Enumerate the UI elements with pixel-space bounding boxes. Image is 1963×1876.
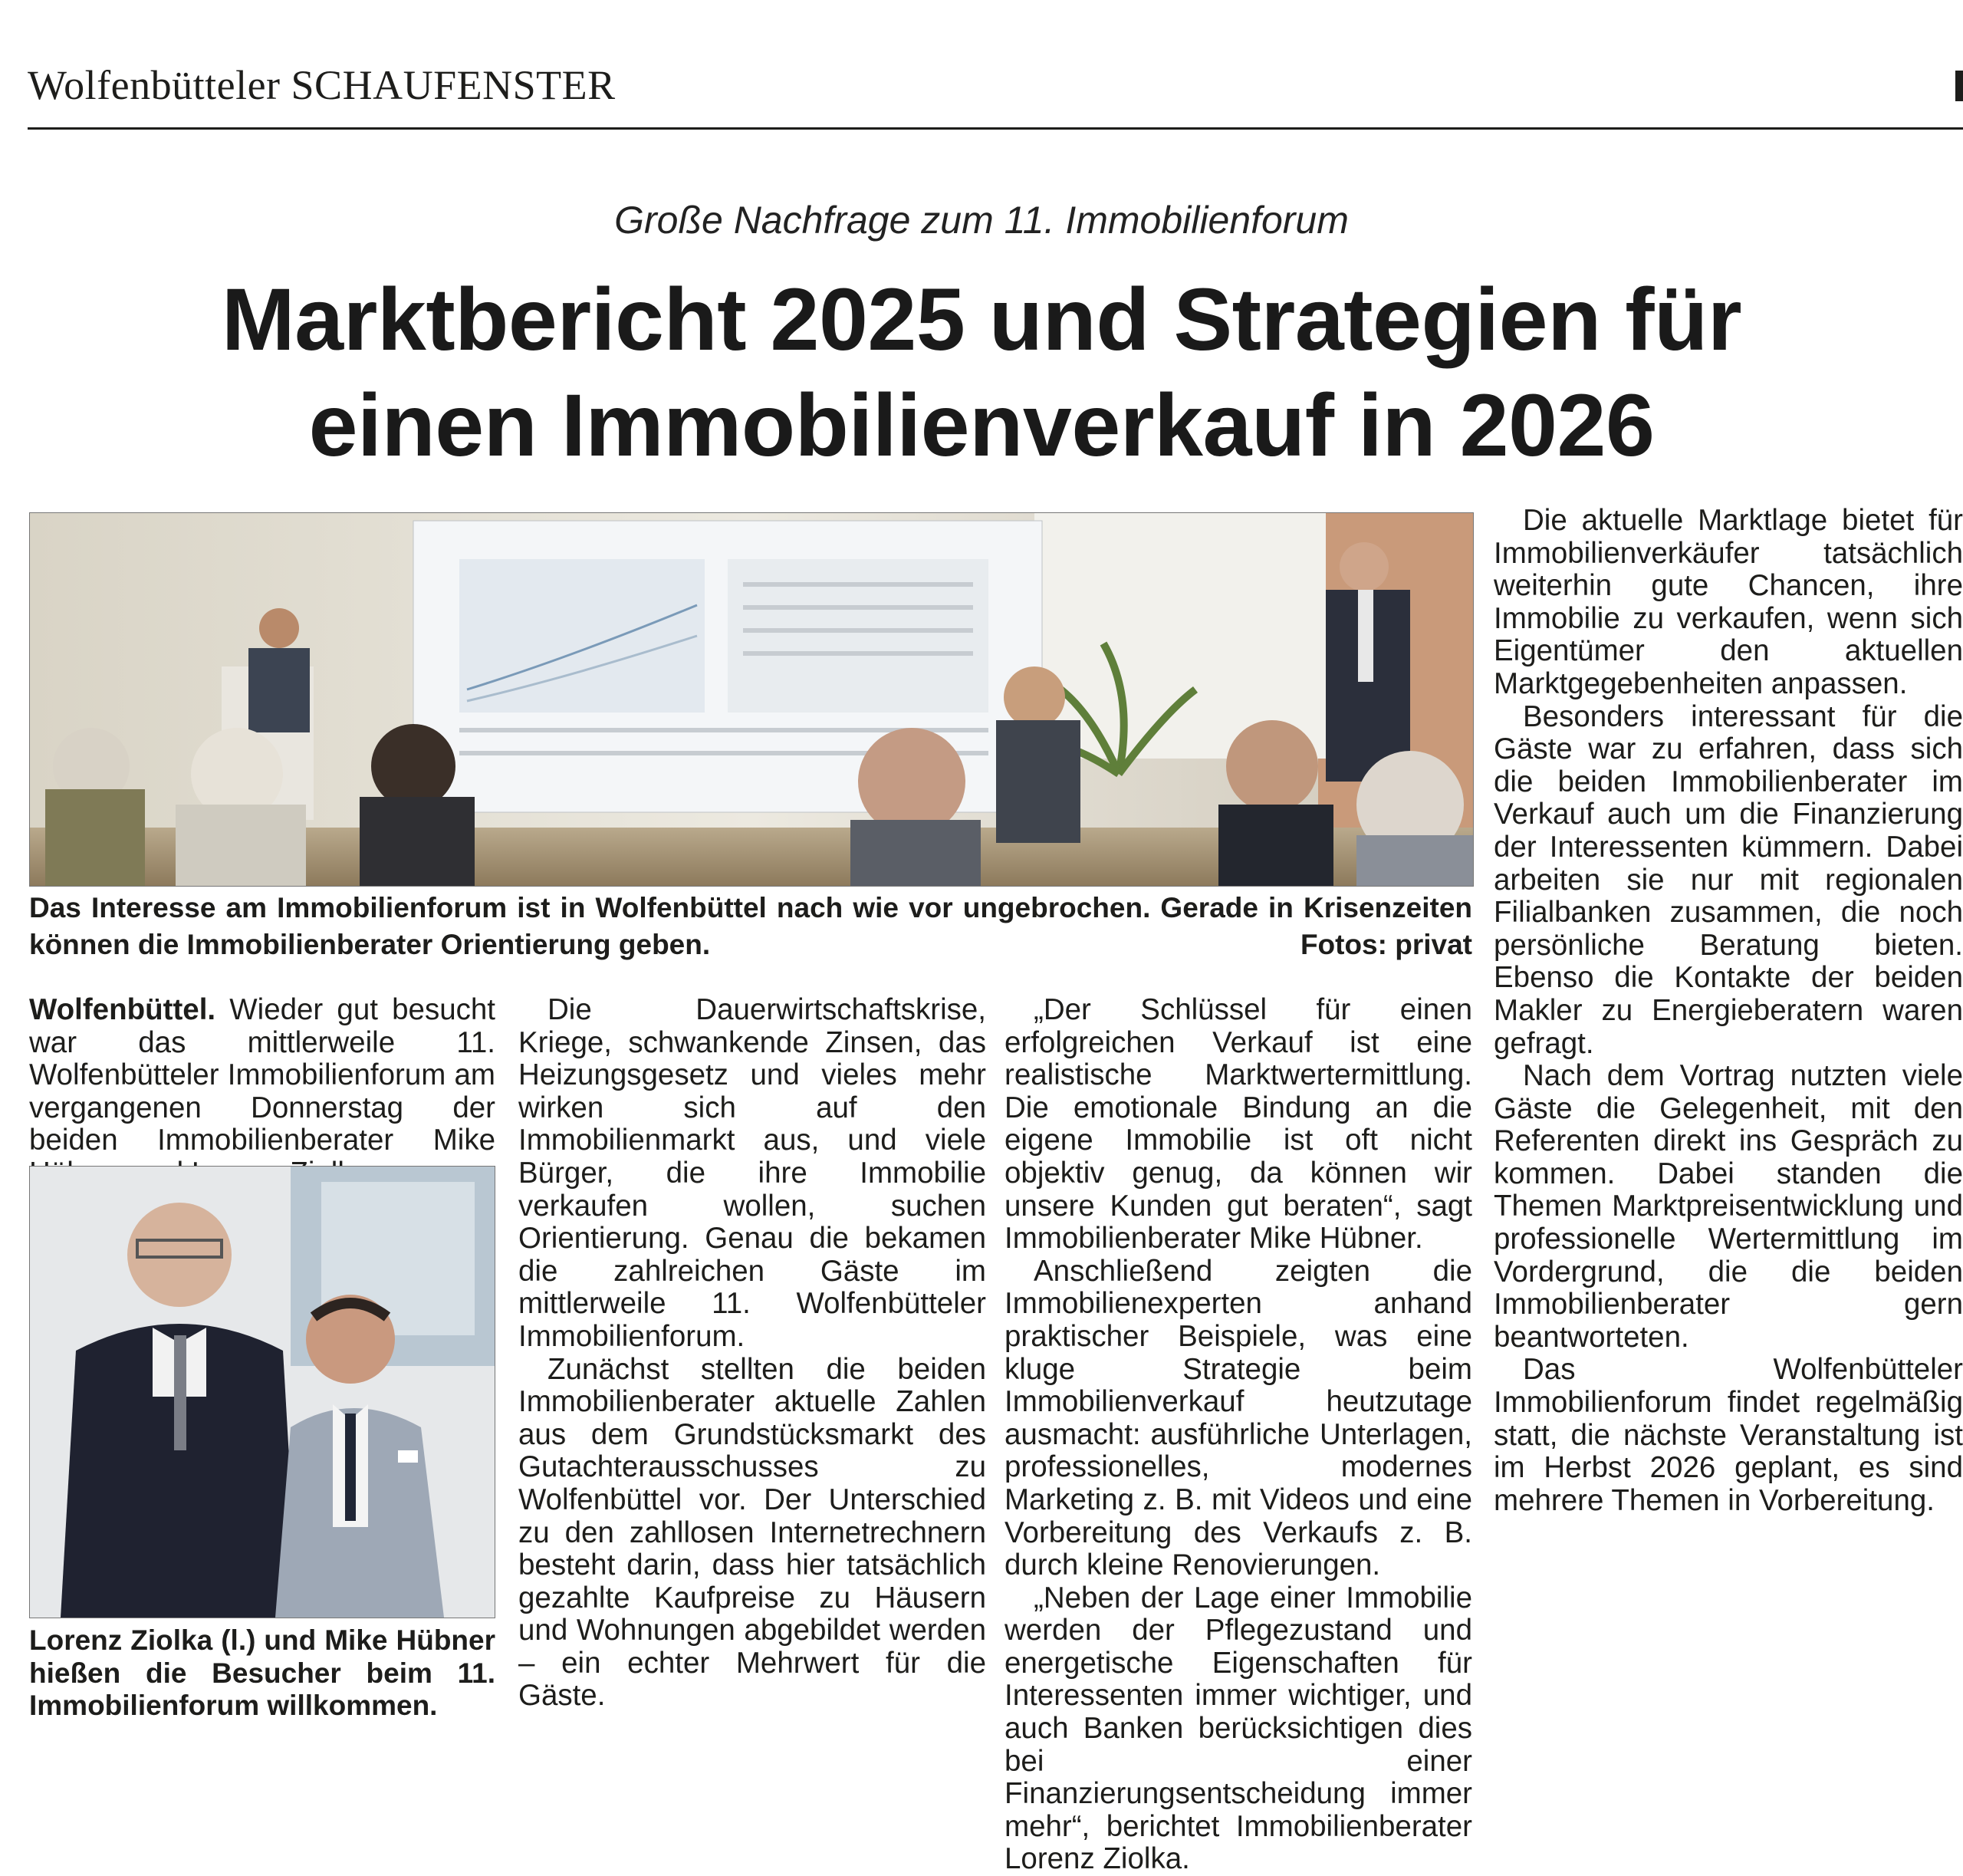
body-paragraph-1: Wieder gut besucht war das mittlerweile 11. Wolfenbütteler Immobilienforum am vergangenen Donnerstag der beiden Immobilienberater Mike [29, 993, 495, 1157]
article-column-1 [29, 994, 495, 1190]
event-photo-caption-text: Das Interesse am Immobilienforum ist in Wolfenbüttel nach wie vor ungebrochen. Gerade in Krisenzeiten können die Immobilienberater Orientierung geben. [29, 892, 1472, 960]
body-paragraph-6: „Neben der Lage einer Immobilie werden der Pflegezustand und energetische Eigenschaften für Interessenten immer wichtiger, und auch Banken berücksichtigen dies bei einer Finanzierungsentscheidung immer mehr“, berichtet Immobilienberater Lorenz Ziolka. [1005, 1581, 1472, 1876]
photo-credit: Fotos: privat [1300, 929, 1472, 960]
headline-line-2: einen Immobilienverkauf in 2026 [308, 377, 1655, 475]
body-paragraph-8: Besonders interessant für die Gäste war zu erfahren, dass sich die beiden Immobilienberater im Verkauf auch um die Finanzierung der Interessenten kümmern. Dabei arbeiten sie nur mit regionalen Filialbanken zusammen, die noch persönliche Beratung bieten. Ebenso die Kontakte der beiden Makler zu Energieberatern waren gefragt. [1494, 699, 1963, 1060]
article-kicker: Große Nachfrage zum 11. Immobilienforum [614, 199, 1349, 242]
portrait-photo [29, 1166, 495, 1618]
page-edge-mark [1955, 71, 1963, 101]
body-paragraph-7: Die aktuelle Marktlage bietet für Immobilienverkäufer tatsächlich weiterhin gute Chancen, ihre Immobilie zu verkaufen, wenn sich Eigentümer den aktuellen Marktgegebenheiten anpassen. [1494, 504, 1963, 700]
masthead-rule [28, 127, 1963, 130]
event-photo [29, 512, 1474, 887]
body-paragraph-10: Das Wolfenbütteler Immobilienforum findet regelmäßig statt, die nächste Veranstaltung ist im Herbst 2026 geplant, es sind mehrere Themen in Vorbereitung. [1494, 1353, 1963, 1517]
article-column-2 [518, 994, 986, 1713]
body-paragraph-4: „Der Schlüssel für einen erfolgreichen Verkauf ist eine realistische Marktwertermittlung. Die emotionale Bindung an die eigene Immobilie ist oft nicht objektiv genug, da können wir unsere Kunden gut beraten“, sagt Immobilienberater Mike Hübner. [1005, 993, 1472, 1256]
portrait-photo-caption: Lorenz Ziolka (l.) und Mike Hübner hießen die Besucher beim 11. Immobilienforum willkommen. [29, 1624, 495, 1722]
body-paragraph-2: Die Dauerwirtschaftskrise, Kriege, schwankende Zinsen, das Heizungsgesetz und vieles mehr wirken sich auf den Immobilienmarkt aus, und viele Bürger, die ihre Immobilie verkaufen wollen, suchen Orientierung. Genau die bekamen die zahlreichen Gäste im mittlerweile 11. Wolfenbütteler Immobilienforum. [518, 993, 986, 1353]
article-column-4 [1494, 505, 1963, 1517]
article-column-3 [1005, 994, 1472, 1876]
headline-line-1: Marktbericht 2025 und Strategien für [221, 271, 1742, 369]
body-paragraph-9: Nach dem Vortrag nutzten viele Gäste die Gelegenheit, mit den Referenten direkt ins Gespräch zu kommen. Dabei standen die Themen Marktpreisentwicklung und professionelle Wertermittlung im Vordergrund, die die beiden Immobilienberater gern beantworteten. [1494, 1059, 1963, 1354]
event-photo-caption [29, 890, 1472, 963]
event-photo-illustration [30, 513, 1473, 886]
masthead-title: Wolfenbütteler SCHAUFENSTER [28, 62, 616, 108]
article-headline [77, 267, 1886, 479]
body-paragraph-3: Zunächst stellten die beiden Immobilienberater aktuelle Zahlen aus dem Grundstücksmarkt des Gutachterausschusses zu Wolfenbüttel vor. Der Unterschied zu den zahllosen Internetrechnern besteht darin, dass hier tatsächlich gezahlte Kaufpreise zu Häusern und Wohnungen abgebildet werden – ein echter Mehrwert für die Gäste. [518, 1352, 986, 1713]
dateline: Wolfenbüttel. [29, 993, 216, 1026]
body-paragraph-5: Anschließend zeigten die Immobilienexperten anhand praktischer Beispiele, was eine kluge Strategie beim Immobilienverkauf heutzutage ausmacht: ausführliche Unterlagen, professionelles, modernes Marketing z. B. mit Videos und eine Vorbereitung des Verkaufs z. B. durch kleine Renovierungen. [1005, 1254, 1472, 1582]
portrait-photo-illustration [30, 1167, 495, 1618]
